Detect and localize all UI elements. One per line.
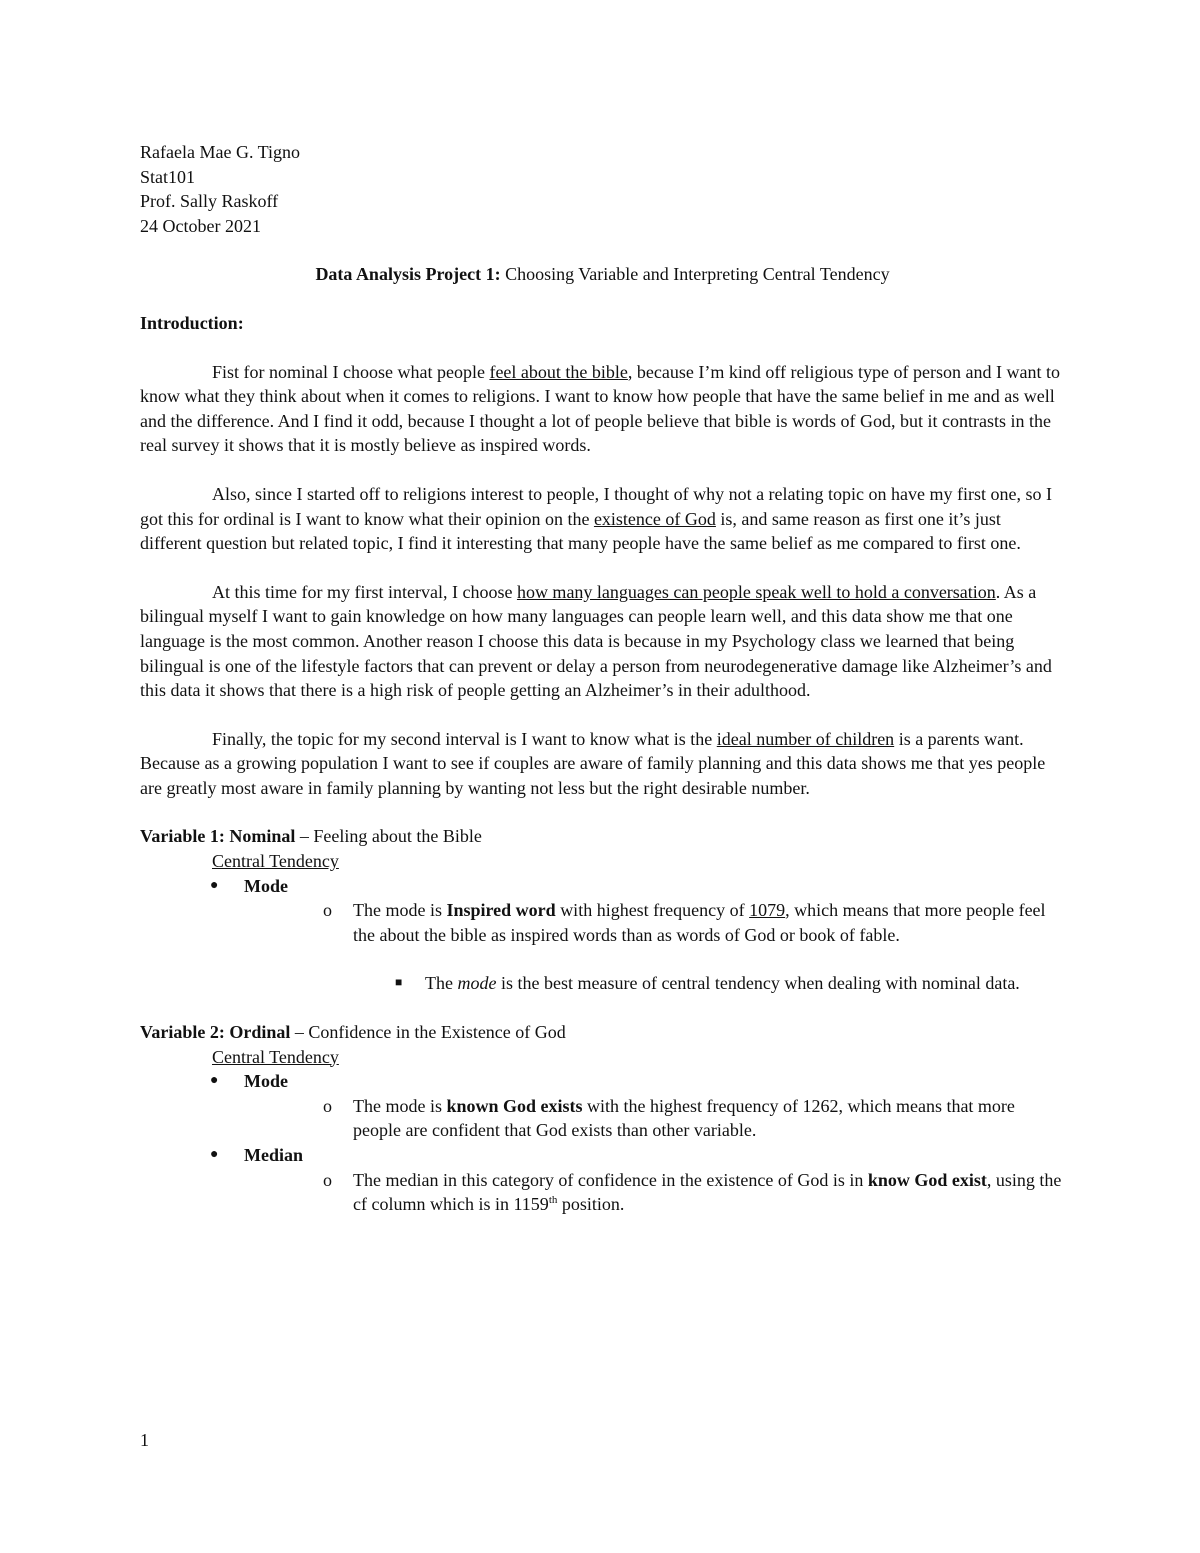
var2-mode-text-a: The mode is: [353, 1095, 447, 1116]
p1-text-b: , because I’m kind off religious type of person and I want to know what they think about when it comes to religions. I want to know how people that have the same belief in me and as well and the difference. And I find it odd, because I thought a lot of people believe that bible is words of God, but it contrasts in the real survey it shows that it is mostly believe as inspired words.: [140, 361, 1060, 456]
p4-text-a: Finally, the topic for my second interval is I want to know what is the: [212, 728, 717, 749]
bullet-icon: ●: [210, 877, 219, 893]
var1-mode-text-a: The mode is: [353, 900, 447, 921]
intro-paragraph-1: [140, 360, 1065, 458]
var1-mode-label: Mode: [244, 875, 288, 896]
var2-mode-item: [210, 1069, 1065, 1094]
var1-heading-bold: Variable 1: Nominal: [140, 826, 296, 847]
intro-paragraph-2: [140, 482, 1065, 556]
p2-text-a: Also, since I started off to religions interest to people, I thought of why not a relating topic on have my first one, so I got this for ordinal is I want to know what their opinion on the: [140, 483, 1052, 529]
square-bullet-icon: ■: [395, 975, 403, 990]
p1-underlined: feel about the bible: [489, 361, 628, 382]
title-bold: Data Analysis Project 1:: [315, 264, 501, 285]
intro-heading: Introduction:: [140, 312, 244, 333]
var1-note-b: is the best measure of central tendency when dealing with nominal data.: [496, 973, 1020, 994]
var2-mode-bold: known God exists: [446, 1095, 583, 1116]
course-name: Stat101: [140, 166, 196, 187]
var1-mode-text-b: with highest frequency of: [555, 900, 750, 921]
var2-mode-text-b: with the highest frequency of 1262, which means that more people are confident that God exists than other variable.: [353, 1095, 1015, 1141]
var2-mode-label: Mode: [244, 1071, 288, 1092]
author-name: Rafaela Mae G. Tigno: [140, 142, 300, 162]
title-rest: Choosing Variable and Interpreting Central Tendency: [500, 264, 890, 285]
variable-2-heading: [140, 1020, 1065, 1045]
var1-note-italic: mode: [457, 973, 497, 994]
var2-median-text-b: , using the cf column which is in 1159: [353, 1169, 1062, 1215]
var2-median-text-a: The median in this category of confidence in the existence of God is in: [353, 1169, 868, 1190]
circle-bullet-icon: o: [323, 1169, 332, 1190]
p4-text-b: is a parents want. Because as a growing population I want to see if couples are aware of family planning and this data shows me that yes people are greatly most aware in family planning by wanting not less but the right desirable number.: [140, 728, 1046, 798]
var1-mode-bold: Inspired word: [446, 900, 556, 921]
bullet-icon: ●: [210, 1147, 219, 1162]
p3-text-a: At this time for my first interval, I choose: [212, 581, 517, 602]
intro-paragraph-3: [140, 580, 1065, 703]
var2-median-superscript: th: [548, 1194, 558, 1207]
p2-text-b: is, and same reason as first one it’s just different question but related topic, I find it interesting that many people have the same belief as me compared to first one.: [140, 508, 1021, 554]
document-body: [140, 140, 1065, 1217]
var1-central-tendency: Central Tendency: [212, 851, 339, 872]
var1-mode-description: [323, 898, 1065, 947]
var1-heading-rest: – Feeling about the Bible: [295, 826, 482, 847]
var1-mode-frequency: 1079: [749, 900, 786, 921]
p4-underlined: ideal number of children: [716, 728, 895, 749]
var2-median-bold: know God exist: [867, 1169, 987, 1190]
var2-median-text-c: position.: [557, 1194, 625, 1215]
circle-bullet-icon: o: [323, 900, 332, 921]
page-number: 1: [140, 1430, 149, 1450]
var1-mode-text-c: , which means that more people feel the about the bible as inspired words than as words of God or book of fable.: [353, 900, 1046, 945]
variable-1-heading: [140, 824, 1065, 849]
intro-paragraph-4: [140, 727, 1065, 801]
circle-bullet-icon: o: [323, 1095, 332, 1116]
var1-mode-note: [395, 971, 1065, 996]
var1-mode-item: [210, 874, 1065, 899]
var1-note-a: The: [425, 973, 458, 994]
var2-heading-rest: – Confidence in the Existence of God: [290, 1022, 566, 1043]
bullet-icon: ●: [210, 1073, 219, 1089]
p1-text-a: Fist for nominal I choose what people: [212, 361, 490, 382]
var2-heading-bold: Variable 2: Ordinal: [140, 1022, 291, 1043]
professor-name: Prof. Sally Raskoff: [140, 191, 279, 212]
var2-median-label: Median: [244, 1145, 304, 1165]
document-title: [140, 262, 1065, 287]
var2-mode-description: [323, 1094, 1065, 1143]
var2-central-tendency: Central Tendency: [212, 1046, 339, 1067]
p3-text-b: . As a bilingual myself I want to gain knowledge on how many languages can people learn well, and this data show me that one language is the most common. Another reason I choose this data is because in my Psychology class we learned that being bilingual is one of the lifestyle factors that can prevent or delay a person from neurodegenerative damage like Alzheimer’s and this data it shows that there is a high risk of people getting an Alzheimer’s in their adulthood.: [140, 581, 1052, 701]
p3-underlined: how many languages can people speak well to hold a conversation: [516, 581, 996, 602]
var2-median-description: [323, 1168, 1065, 1217]
document-date: 24 October 2021: [140, 215, 261, 236]
p2-underlined: existence of God: [593, 508, 716, 529]
var2-median-item: [210, 1143, 1065, 1168]
